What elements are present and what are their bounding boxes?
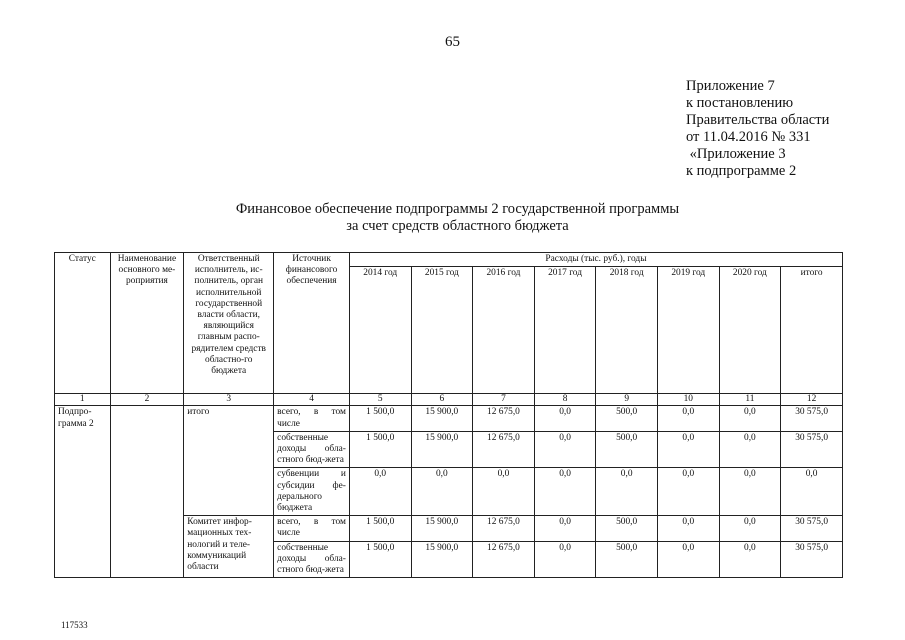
source-cell: субвенции и субсидии фе-дерального бюджета (274, 468, 350, 516)
source-cell: собственные доходы обла-стного бюд-жета (274, 541, 350, 578)
column-number: 12 (781, 394, 843, 406)
value-cell: 0,0 (719, 468, 781, 516)
header-year: 2019 год (657, 267, 719, 394)
header-status: Статус (55, 253, 111, 394)
executor-cell: Комитет инфор-мационных тех-нологий и теле-коммуникаций области (184, 516, 274, 578)
measure-name-cell (110, 406, 184, 578)
value-cell: 12 675,0 (473, 541, 535, 578)
header-year: 2020 год (719, 267, 781, 394)
value-cell: 15 900,0 (411, 516, 473, 541)
appendix-line: Правительства области (686, 112, 830, 128)
value-cell: 12 675,0 (473, 431, 535, 468)
value-cell: 15 900,0 (411, 406, 473, 431)
value-cell: 0,0 (349, 468, 411, 516)
column-number: 3 (184, 394, 274, 406)
column-number: 1 (55, 394, 111, 406)
value-cell: 0,0 (534, 516, 596, 541)
value-cell: 30 575,0 (781, 406, 843, 431)
value-cell: 500,0 (596, 431, 658, 468)
value-cell: 0,0 (657, 406, 719, 431)
value-cell: 15 900,0 (411, 541, 473, 578)
value-cell: 0,0 (657, 541, 719, 578)
value-cell: 12 675,0 (473, 516, 535, 541)
status-cell: Подпро-грамма 2 (55, 406, 111, 578)
page-number: 65 (445, 34, 460, 50)
title-line-2: за счет средств областного бюджета (346, 218, 569, 234)
value-cell: 30 575,0 (781, 431, 843, 468)
value-cell: 0,0 (719, 516, 781, 541)
value-cell: 500,0 (596, 541, 658, 578)
value-cell: 0,0 (596, 468, 658, 516)
column-number: 10 (657, 394, 719, 406)
header-source: Источник финансового обеспечения (274, 253, 350, 394)
source-cell: всего, в том числе (274, 516, 350, 541)
value-cell: 1 500,0 (349, 431, 411, 468)
column-numbers-row (55, 394, 843, 406)
column-number: 7 (473, 394, 535, 406)
value-cell: 500,0 (596, 516, 658, 541)
value-cell: 500,0 (596, 406, 658, 431)
value-cell: 0,0 (657, 516, 719, 541)
source-cell: собственные доходы обла-стного бюд-жета (274, 431, 350, 468)
appendix-line: «Приложение 3 (686, 146, 786, 162)
column-number: 2 (110, 394, 184, 406)
appendix-line: от 11.04.2016 № 331 (686, 129, 811, 145)
value-cell: 15 900,0 (411, 431, 473, 468)
value-cell: 12 675,0 (473, 406, 535, 431)
document-title (0, 201, 905, 235)
appendix-line: Приложение 7 (686, 78, 775, 94)
value-cell: 0,0 (473, 468, 535, 516)
header-year: 2015 год (411, 267, 473, 394)
value-cell: 0,0 (719, 406, 781, 431)
title-line-1: Финансовое обеспечение подпрограммы 2 государственной программы (235, 201, 680, 217)
value-cell: 0,0 (657, 431, 719, 468)
value-cell: 0,0 (534, 431, 596, 468)
value-cell: 0,0 (534, 406, 596, 431)
column-number: 9 (596, 394, 658, 406)
column-number: 11 (719, 394, 781, 406)
header-executor: Ответственный исполнитель, ис-полнитель, орган исполнительной государственной власти области, являющийся главным распо-рядителем средств областно-го бюджета (184, 253, 274, 394)
header-year: 2016 год (473, 267, 535, 394)
value-cell: 30 575,0 (781, 541, 843, 578)
value-cell: 1 500,0 (349, 406, 411, 431)
value-cell: 30 575,0 (781, 516, 843, 541)
value-cell: 0,0 (719, 431, 781, 468)
footer-code: 117533 (61, 620, 88, 630)
column-number: 8 (534, 394, 596, 406)
value-cell: 0,0 (657, 468, 719, 516)
header-year: 2014 год (349, 267, 411, 394)
header-measure-name: Наименование основного ме-роприятия (110, 253, 184, 394)
column-number: 5 (349, 394, 411, 406)
header-year: 2017 год (534, 267, 596, 394)
value-cell: 1 500,0 (349, 516, 411, 541)
appendix-block (686, 78, 829, 180)
header-total: итого (781, 267, 843, 394)
appendix-line: к постановлению (686, 95, 794, 111)
value-cell: 0,0 (781, 468, 843, 516)
header-year: 2018 год (596, 267, 658, 394)
column-number: 4 (274, 394, 350, 406)
header-expenses: Расходы (тыс. руб.), годы (349, 253, 842, 267)
table-row (55, 406, 843, 431)
value-cell: 0,0 (411, 468, 473, 516)
executor-cell: итого (184, 406, 274, 516)
value-cell: 0,0 (534, 541, 596, 578)
header-row (55, 253, 843, 267)
appendix-line: к подпрограмме 2 (686, 163, 797, 179)
source-cell: всего, в том числе (274, 406, 350, 431)
column-number: 6 (411, 394, 473, 406)
value-cell: 0,0 (719, 541, 781, 578)
value-cell: 0,0 (534, 468, 596, 516)
financing-table (54, 252, 843, 578)
value-cell: 1 500,0 (349, 541, 411, 578)
